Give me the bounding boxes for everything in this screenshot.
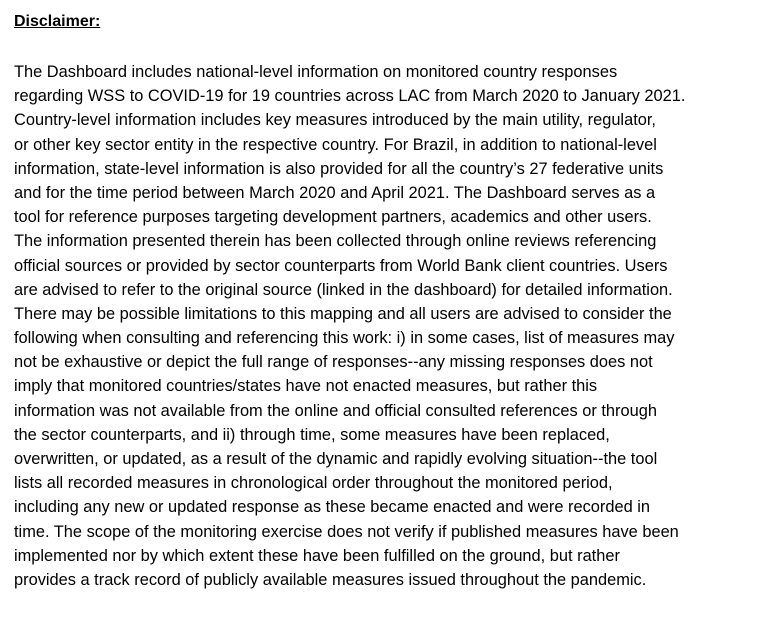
disclaimer-line: the sector counterparts, and ii) through time, some measures have been replaced, — [14, 425, 610, 444]
disclaimer-line: information, state-level information is also provided for all the country’s 27 federative units — [14, 159, 664, 178]
disclaimer-line: overwritten, or updated, as a result of the dynamic and rapidly evolving situation--the tool — [14, 450, 658, 468]
disclaimer-page — [14, 0, 770, 617]
disclaimer-line: not be exhaustive or depict the full range of responses--any missing responses does not — [14, 353, 653, 372]
disclaimer-heading: Disclaimer: — [14, 13, 101, 30]
disclaimer-line: The information presented therein has been collected through online reviews referencing — [14, 232, 657, 251]
disclaimer-line: Country-level information includes key measures introduced by the main utility, regulator, — [14, 111, 656, 130]
disclaimer-line: regarding WSS to COVID-19 for 19 countries across LAC from March 2020 to January 2021. — [14, 87, 686, 106]
disclaimer-line: imply that monitored countries/states have not enacted measures, but rather this — [14, 377, 598, 396]
disclaimer-line: implemented nor by which extent these have been fulfilled on the ground, but rather — [14, 546, 620, 565]
disclaimer-line: provides a track record of publicly available measures issued throughout the pandemic. — [14, 570, 647, 589]
disclaimer-line: tool for reference purposes targeting development partners, academics and other users. — [14, 208, 652, 227]
disclaimer-line: There may be possible limitations to this mapping and all users are advised to consider the — [14, 304, 672, 323]
disclaimer-line: including any new or updated response as these became enacted and were recorded in — [14, 498, 651, 517]
disclaimer-line: following when consulting and referencing this work: i) in some cases, list of measures may — [14, 329, 675, 348]
disclaimer-line: and for the time period between March 2020 and April 2021. The Dashboard serves as a — [14, 183, 656, 202]
disclaimer-line: The Dashboard includes national-level information on monitored country responses — [14, 63, 618, 81]
disclaimer-body — [14, 60, 770, 592]
disclaimer-line: information was not available from the online and official consulted references or through — [14, 401, 657, 420]
disclaimer-line: lists all recorded measures in chronological order throughout the monitored period, — [14, 474, 613, 493]
disclaimer-line: time. The scope of the monitoring exercise does not verify if published measures have been — [14, 522, 679, 541]
disclaimer-line: official sources or provided by sector counterparts from World Bank client countries. Users — [14, 256, 668, 275]
disclaimer-line: are advised to refer to the original source (linked in the dashboard) for detailed information. — [14, 280, 673, 299]
disclaimer-line: or other key sector entity in the respective country. For Brazil, in addition to national-level — [14, 135, 657, 154]
